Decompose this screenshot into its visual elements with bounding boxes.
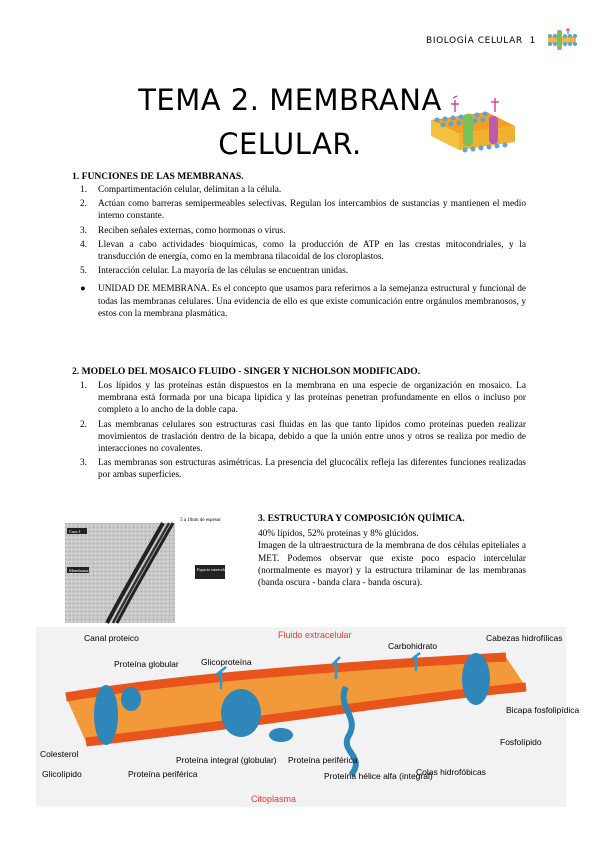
list-num: 1. bbox=[80, 381, 87, 391]
section3-text: Imagen de la ultraestructura de la membrana de dos células epiteliales a MET. Podemos observar que existe poco espacio intercelular (normalmente es mayor) y la estructura trilaminar de las membranas (banda oscura - banda clara - banda oscura). bbox=[258, 541, 526, 589]
diagram-label: Cabezas hidrofílicas bbox=[486, 633, 563, 643]
list-item bbox=[80, 380, 526, 417]
electron-micrograph bbox=[45, 515, 255, 623]
diagram-label: Colesterol bbox=[40, 749, 79, 759]
section1-list bbox=[80, 184, 526, 322]
list-num: 2. bbox=[80, 199, 87, 210]
section1-heading: 1. FUNCIONES DE LAS MEMBRANAS. bbox=[72, 171, 244, 182]
membrane-3d-icon bbox=[425, 92, 520, 164]
header-title: BIOLOGÍA CELULAR bbox=[426, 36, 523, 46]
diagram-top-label: Fluido extracelular bbox=[278, 630, 352, 640]
diagram-bottom-label: Citoplasma bbox=[251, 794, 297, 804]
micrograph-caption: 5 a 10nm de espesor bbox=[180, 518, 221, 523]
section2-heading: 2. MODELO DEL MOSAICO FLUIDO - SINGER Y NICHOLSON MODIFICADO. bbox=[72, 366, 421, 377]
list-bullet: ● bbox=[80, 284, 86, 295]
list-num: 4. bbox=[80, 239, 87, 250]
diagram-label: Proteína globular bbox=[114, 659, 179, 669]
list-num: 5. bbox=[80, 266, 87, 277]
diagram-label: Canal proteico bbox=[84, 633, 139, 643]
list-text: Compartimentación celular, delimitan a la célula. bbox=[98, 185, 282, 195]
diagram-label: Proteína hélice alfa (integral) bbox=[324, 771, 433, 781]
diagram-label: Fosfolípido bbox=[500, 737, 542, 747]
list-text: Las membranas son estructuras asimétricas. La presencia del glucocálix refleja las diferentes funciones realizadas por ambas superficies. bbox=[98, 458, 526, 481]
diagram-label: Proteína integral (globular) bbox=[176, 755, 277, 765]
list-item bbox=[80, 198, 526, 222]
diagram-label: Glicolípido bbox=[42, 769, 82, 779]
title-line-1: TEMA 2. MEMBRANA bbox=[138, 83, 442, 117]
list-text: Interacción celular. La mayoría de las células se encuentran unidas. bbox=[98, 266, 349, 277]
list-item bbox=[80, 184, 526, 196]
list-num: 1. bbox=[80, 185, 87, 195]
micrograph-label-2: Membrana bbox=[69, 568, 89, 573]
list-item bbox=[80, 419, 526, 456]
section3 bbox=[258, 513, 526, 589]
composition-text: 40% lípidos, 52% proteínas y 8% glúcidos. bbox=[258, 529, 419, 540]
section2-list bbox=[80, 380, 526, 484]
list-item bbox=[80, 283, 526, 320]
list-item bbox=[80, 457, 526, 481]
list-item bbox=[80, 265, 526, 277]
list-item bbox=[80, 239, 526, 263]
diagram-label: Glicoproteína bbox=[201, 657, 252, 667]
page-header bbox=[426, 36, 536, 46]
diagram-label: Carbohidrato bbox=[388, 641, 438, 651]
list-text: Llevan a cabo actividades bioquímicas, como la producción de ATP en las crestas mitocondriales, y la transducción de energía, como en la membrana tilacoidal de los cloroplastos. bbox=[98, 239, 526, 263]
page-number: 1 bbox=[529, 36, 536, 46]
membrane-icon bbox=[546, 26, 578, 54]
list-text: UNIDAD DE MEMBRANA. Es el concepto que usamos para referirnos a la semejanza estructural y funcional de todas las membranas celulares. Una evidencia de ello es que existe comunicación entre orgánulos membranosos, y estos con la membrana plasmática. bbox=[98, 284, 526, 319]
diagram-label: Colas hidrofóbicas bbox=[416, 767, 486, 777]
section3-heading: 3. ESTRUCTURA Y COMPOSICIÓN QUÍMICA. bbox=[258, 513, 465, 524]
micrograph-label-3: Espacio intercelular bbox=[197, 567, 231, 572]
diagram-label: Proteína periférica bbox=[128, 769, 198, 779]
title-line-2: CELULAR. bbox=[218, 127, 362, 161]
list-text: Las membranas celulares son estructuras casi fluidas en las que tanto lípidos como proteínas pueden realizar movimientos de traslación dentro de la bicapa, debido a que la unión entre unos y otros se realiza por medio de interacciones no covalentes. bbox=[98, 419, 526, 455]
list-text: Actúan como barreras semipermeables selectivas. Regulan los intercambios de sustancias y mantienen el medio interno constante. bbox=[98, 199, 526, 222]
list-text: Reciben señales externas, como hormonas o virus. bbox=[98, 225, 286, 236]
list-num: 3. bbox=[80, 225, 87, 236]
list-item bbox=[80, 225, 526, 237]
diagram-label: Bicapa fosfolipídica bbox=[506, 705, 580, 715]
list-text: Los lípidos y las proteínas están dispuestos en la membrana en una especie de organización en mosaico. La membrana está formada por una bicapa lipídica y las proteínas penetran profundamente en ellos o incluso por completo a lo ancho de la doble capa. bbox=[98, 381, 526, 416]
list-num: 2. bbox=[80, 419, 87, 430]
fluid-mosaic-diagram bbox=[36, 627, 580, 807]
diagram-label: Proteína periférica bbox=[288, 755, 358, 765]
micrograph-label-1: Cara 1 bbox=[69, 529, 81, 534]
list-num: 3. bbox=[80, 458, 87, 469]
